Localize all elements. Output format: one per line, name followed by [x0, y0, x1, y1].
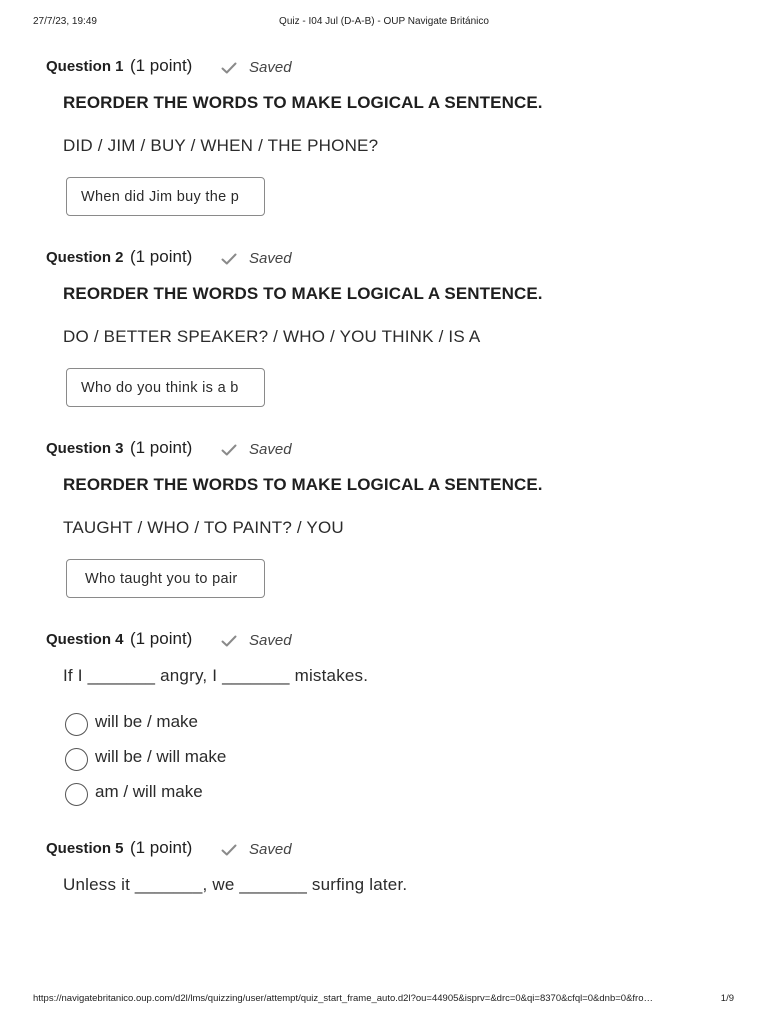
saved-status — [221, 632, 292, 649]
checkmark-icon — [221, 444, 237, 456]
saved-status — [221, 841, 292, 858]
page-url: https://navigatebritanico.oup.com/d2l/lms/quizzing/user/attempt/quiz_start_frame_auto.d2l?ou=44905&isprv=&drc=0&qi=8370&cfql=0&dnb=0&fro… — [33, 993, 653, 1004]
question-points: (1 point) — [129, 247, 193, 266]
print-footer — [0, 993, 768, 1007]
question-prompt: DO / BETTER SPEAKER? / WHO / YOU THINK / IS A — [63, 327, 481, 346]
saved-label: Saved — [249, 632, 292, 649]
answer-field[interactable] — [66, 177, 265, 216]
question-instruction: REORDER THE WORDS TO MAKE LOGICAL A SENTENCE. — [63, 284, 543, 303]
saved-label: Saved — [249, 59, 292, 76]
question-prompt: Unless it _______, we _______ surfing later. — [63, 875, 408, 894]
answer-input[interactable] — [67, 560, 264, 597]
question-header — [46, 247, 192, 273]
saved-status — [221, 441, 292, 458]
saved-label: Saved — [249, 441, 292, 458]
print-date: 27/7/23, 19:49 — [33, 16, 97, 27]
question-label: Question 4 — [46, 631, 124, 648]
answer-input[interactable] — [67, 178, 264, 215]
checkmark-icon — [221, 844, 237, 856]
question-header — [46, 629, 192, 655]
radio-button[interactable] — [65, 748, 88, 771]
answer-field[interactable] — [66, 368, 265, 407]
question-header — [46, 56, 192, 82]
saved-status — [221, 59, 292, 76]
question-header — [46, 438, 192, 464]
option-label: am / will make — [95, 782, 203, 801]
option-label: will be / will make — [95, 747, 227, 766]
question-label: Question 5 — [46, 840, 124, 857]
question-header — [46, 838, 192, 864]
saved-status — [221, 250, 292, 267]
question-points: (1 point) — [129, 838, 193, 857]
question-prompt: TAUGHT / WHO / TO PAINT? / YOU — [63, 518, 344, 537]
question-points: (1 point) — [129, 438, 193, 457]
page-number: 1/9 — [720, 993, 734, 1004]
question-prompt: If I _______ angry, I _______ mistakes. — [63, 666, 369, 685]
question-instruction: REORDER THE WORDS TO MAKE LOGICAL A SENTENCE. — [63, 475, 543, 494]
saved-label: Saved — [249, 250, 292, 267]
question-label: Question 2 — [46, 249, 124, 266]
saved-label: Saved — [249, 841, 292, 858]
question-points: (1 point) — [129, 56, 193, 75]
question-prompt: DID / JIM / BUY / WHEN / THE PHONE? — [63, 136, 379, 155]
question-instruction: REORDER THE WORDS TO MAKE LOGICAL A SENTENCE. — [63, 93, 543, 112]
checkmark-icon — [221, 635, 237, 647]
answer-input[interactable] — [67, 369, 264, 406]
answer-field[interactable] — [66, 559, 265, 598]
radio-button[interactable] — [65, 713, 88, 736]
option-label: will be / make — [95, 712, 198, 731]
question-points: (1 point) — [129, 629, 193, 648]
radio-button[interactable] — [65, 783, 88, 806]
checkmark-icon — [221, 253, 237, 265]
checkmark-icon — [221, 62, 237, 74]
page-title: Quiz - I04 Jul (D-A-B) - OUP Navigate Británico — [279, 16, 489, 27]
question-label: Question 1 — [46, 58, 124, 75]
print-header — [0, 16, 768, 30]
question-label: Question 3 — [46, 440, 124, 457]
